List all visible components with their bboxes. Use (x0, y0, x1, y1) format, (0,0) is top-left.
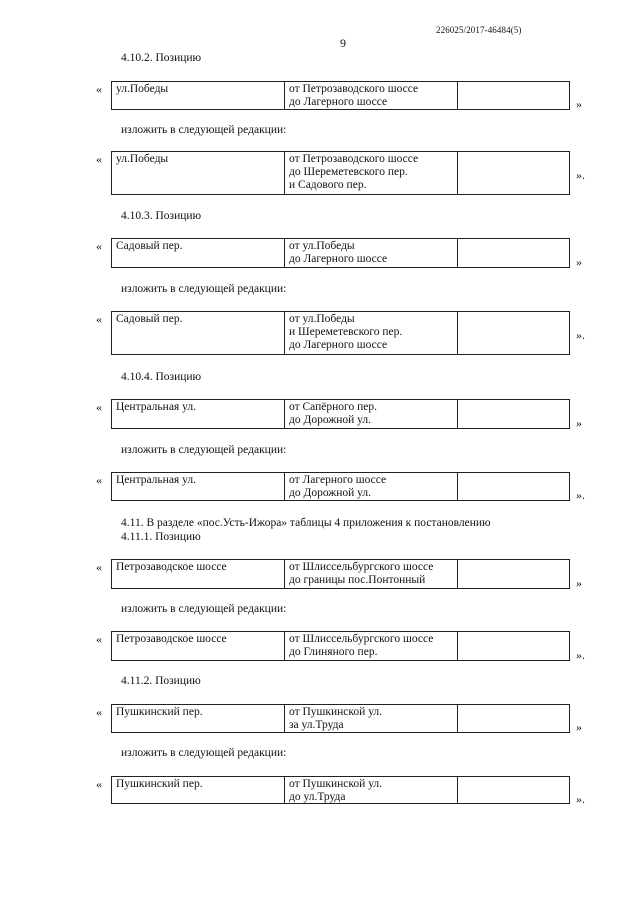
range-line: и Садового пер. (289, 179, 367, 191)
street-cell: Центральная ул. (112, 473, 285, 500)
quote-close: » (576, 255, 582, 269)
range-cell (285, 632, 458, 660)
range-line: от Пушкинской ул. (289, 706, 383, 718)
range-line: от Петрозаводского шоссе (289, 83, 419, 95)
range-cell (285, 777, 458, 803)
street-cell: Пушкинский пер. (112, 705, 285, 732)
table-row (111, 151, 570, 195)
quote-open: « (96, 632, 102, 646)
section-heading: изложить в следующей редакции: (121, 283, 287, 295)
table-row (111, 81, 570, 110)
quote-open: « (96, 560, 102, 574)
quote-close: » (576, 416, 582, 430)
empty-cell (458, 82, 569, 109)
quote-open: « (96, 473, 102, 487)
empty-cell (458, 312, 569, 354)
range-cell (285, 239, 458, 267)
range-cell (285, 312, 458, 354)
range-line: до ул.Труда (289, 791, 346, 803)
range-line: от Шлиссельбургского шоссе (289, 633, 434, 645)
quote-open: « (96, 312, 102, 326)
empty-cell (458, 152, 569, 194)
range-cell (285, 560, 458, 588)
street-cell: ул.Победы (112, 152, 285, 194)
table-row (111, 704, 570, 733)
range-line: до Лагерного шоссе (289, 339, 388, 351)
range-cell (285, 400, 458, 428)
range-line: от Лагерного шоссе (289, 474, 387, 486)
street-cell: Садовый пер. (112, 312, 285, 354)
range-cell (285, 82, 458, 109)
doc-number: 226025/2017-46484(5) (436, 25, 522, 35)
page-number: 9 (340, 36, 346, 50)
quote-close: ». (576, 168, 585, 182)
section-heading: 4.11.2. Позицию (121, 675, 201, 687)
street-cell: Петрозаводское шоссе (112, 560, 285, 588)
quote-close: » (576, 97, 582, 111)
empty-cell (458, 777, 569, 803)
quote-close: » (576, 720, 582, 734)
table-row (111, 472, 570, 501)
range-line: и Шереметевского пер. (289, 326, 403, 338)
quote-open: « (96, 705, 102, 719)
empty-cell (458, 239, 569, 267)
street-cell: Центральная ул. (112, 400, 285, 428)
section-heading: 4.11. В разделе «пос.Усть-Ижора» таблицы 4 приложения к постановлению (121, 517, 491, 529)
range-cell (285, 152, 458, 194)
quote-open: « (96, 777, 102, 791)
range-line: от Сапёрного пер. (289, 401, 377, 413)
quote-close: » (576, 576, 582, 590)
street-cell: Пушкинский пер. (112, 777, 285, 803)
quote-close: ». (576, 488, 585, 502)
street-cell: Садовый пер. (112, 239, 285, 267)
table-row (111, 238, 570, 268)
section-subheading: 4.11.1. Позицию (121, 531, 201, 543)
range-line: от Петрозаводского шоссе (289, 153, 419, 165)
range-line: от Пушкинской ул. (289, 778, 383, 790)
quote-open: « (96, 400, 102, 414)
section-heading: изложить в следующей редакции: (121, 124, 287, 136)
section-heading: изложить в следующей редакции: (121, 603, 287, 615)
section-heading: 4.10.2. Позицию (121, 52, 202, 64)
range-line: от ул.Победы (289, 313, 355, 325)
range-line: от ул.Победы (289, 240, 355, 252)
empty-cell (458, 560, 569, 588)
table-row (111, 559, 570, 589)
street-cell: ул.Победы (112, 82, 285, 109)
table-row (111, 399, 570, 429)
range-cell (285, 473, 458, 500)
range-line: до Глиняного пер. (289, 646, 378, 658)
range-line: до Лагерного шоссе (289, 253, 388, 265)
section-heading: изложить в следующей редакции: (121, 747, 287, 759)
range-line: до Дорожной ул. (289, 487, 372, 499)
range-line: до Дорожной ул. (289, 414, 372, 426)
table-row (111, 631, 570, 661)
range-line: за ул.Труда (289, 719, 344, 731)
quote-close: ». (576, 792, 585, 806)
quote-open: « (96, 239, 102, 253)
empty-cell (458, 705, 569, 732)
quote-close: ». (576, 648, 585, 662)
range-line: до Лагерного шоссе (289, 96, 388, 108)
section-heading: 4.10.4. Позицию (121, 371, 202, 383)
quote-open: « (96, 82, 102, 96)
street-cell: Петрозаводское шоссе (112, 632, 285, 660)
table-row (111, 311, 570, 355)
quote-open: « (96, 152, 102, 166)
table-row (111, 776, 570, 804)
empty-cell (458, 400, 569, 428)
quote-close: ». (576, 328, 585, 342)
range-line: до границы пос.Понтонный (289, 574, 426, 586)
empty-cell (458, 632, 569, 660)
range-line: от Шлиссельбургского шоссе (289, 561, 434, 573)
range-line: до Шереметевского пер. (289, 166, 408, 178)
section-heading: изложить в следующей редакции: (121, 444, 287, 456)
range-cell (285, 705, 458, 732)
empty-cell (458, 473, 569, 500)
section-heading: 4.10.3. Позицию (121, 210, 202, 222)
